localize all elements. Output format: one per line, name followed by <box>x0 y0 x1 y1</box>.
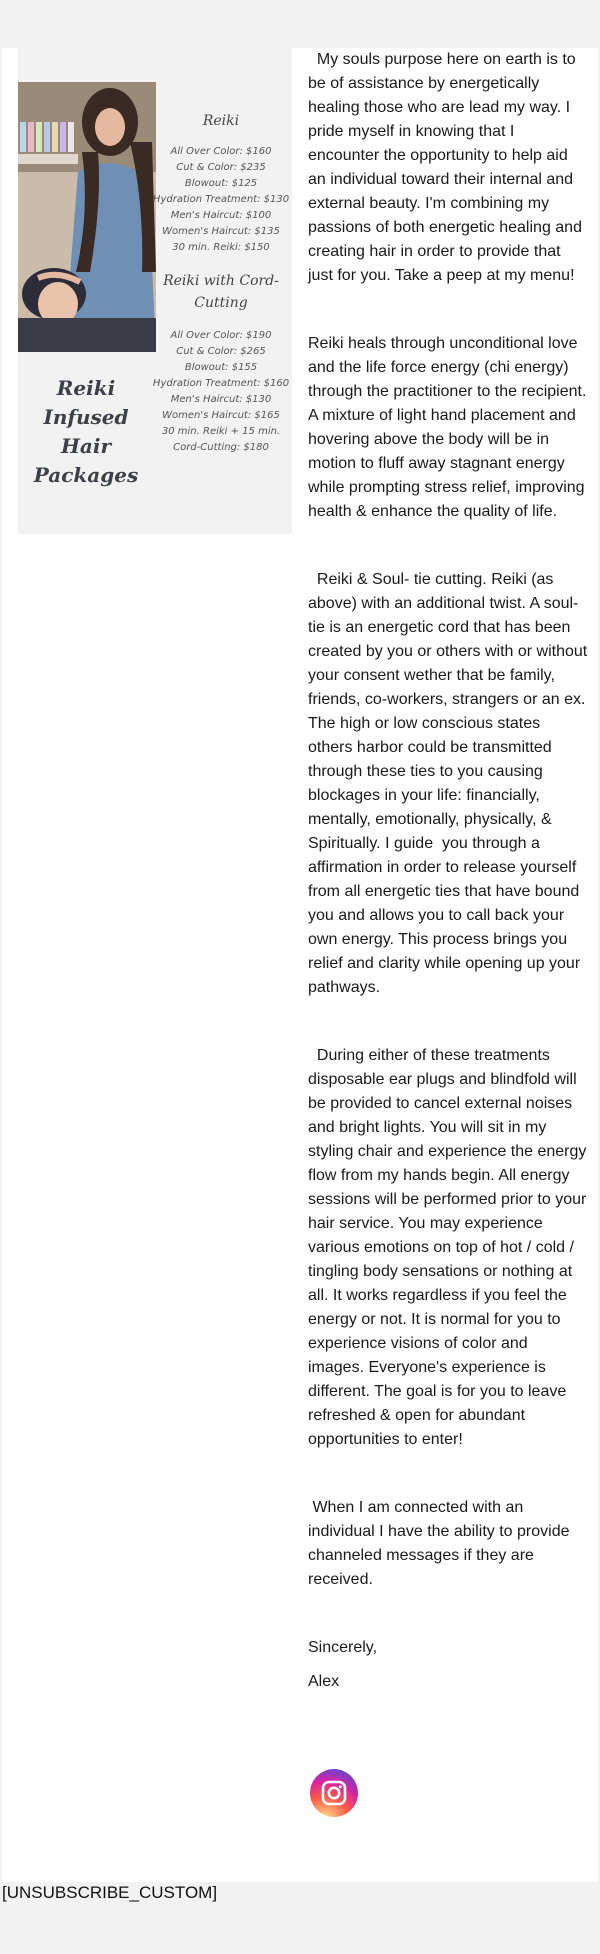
signoff: Sincerely, <box>308 1639 378 1656</box>
cord-cutting-price-item: Blowout: $155 <box>184 362 258 373</box>
cord-cutting-price-item: Hydration Treatment: $160 <box>152 378 290 389</box>
channeled-messages-paragraph: When I am connected with an individual I have the ability to provide channeled messages if they are received. <box>308 1499 574 1588</box>
cord-cutting-price-item: Men's Haircut: $130 <box>170 394 272 405</box>
intro-paragraph: My souls purpose here on earth is to be of assistance by energetically healing those who are lead my way. I pride myself in knowing that I encounter the opportunity to help aid an individual toward their internal and external beauty. I'm combining my passions of both energetic healing and creating hair in order to provide that just for you. Take a peep at my menu! <box>308 51 587 284</box>
cord-cutting-price-item: Women's Haircut: $165 <box>162 410 280 421</box>
instagram-icon[interactable] <box>310 1769 358 1817</box>
signature-name: Alex <box>308 1673 340 1690</box>
reiki-price-item: Men's Haircut: $100 <box>170 210 272 221</box>
cord-cutting-price-item: All Over Color: $190 <box>170 330 272 341</box>
reiki-price-item: All Over Color: $160 <box>170 146 272 157</box>
email-card <box>2 48 598 1882</box>
reiki-price-item: Cut & Color: $235 <box>176 162 266 173</box>
reiki-price-item: Women's Haircut: $135 <box>162 226 280 237</box>
unsubscribe-link[interactable]: [UNSUBSCRIBE_CUSTOM] <box>2 1883 218 1902</box>
reiki-cord-cutting-heading: Reiki with Cord-Cutting <box>163 273 279 311</box>
cord-cutting-price-item: Cut & Color: $265 <box>176 346 266 357</box>
reiki-paragraph: Reiki heals through unconditional love and the life force energy (chi energy) through the practitioner to the recipient. A mixture of light hand placement and hovering above the body will be in motion to fluff away stagnant energy while prompting stress relief, improving health & enhance the quality of life. <box>308 335 587 520</box>
price-list <box>148 48 294 456</box>
treatment-paragraph: During either of these treatments disposable ear plugs and blindfold will be provided to cancel external noises and bright lights. You will sit in my styling chair and experience the energy flow from my hands begin. All energy sessions will be performed prior to your hair service. You may experience various emotions on top of hot / cold / tingling body sensations or nothing at all. It works regardless if you feel the energy or not. It is normal for you to experience visions of color and images. Everyone's experience is different. The goal is for you to leave refreshed & open for abundant opportunities to enter! <box>308 1047 591 1448</box>
packages-title: Reiki Infused Hair Packages <box>33 376 139 487</box>
reiki-price-item: Hydration Treatment: $130 <box>152 194 290 205</box>
message-body <box>308 48 592 1694</box>
reiki-price-item: 30 min. Reiki: $150 <box>172 242 270 253</box>
reiki-heading: Reiki <box>202 113 240 129</box>
reiki-price-item: Blowout: $125 <box>184 178 258 189</box>
menu-panel <box>18 48 292 534</box>
soul-tie-paragraph: Reiki & Soul- tie cutting. Reiki (as above) with an additional twist. A soul-tie is an energetic cord that has been created by you or others with or without your consent wether that be family, friends, co-workers, strangers or an ex. The high or low conscious states others harbor could be transmitted through these ties to you causing blockages in your life: financially, mentally, emotionally, physically, & Spiritually. I guide you through a affirmation in order to release yourself from all energetic ties that have bound you and allows you to call back your own energy. This process brings you relief and clarity while opening up your pathways. <box>308 571 592 996</box>
stylist-photo <box>18 82 156 352</box>
cord-cutting-price-item: 30 min. Reiki + 15 min. Cord-Cutting: $180 <box>161 426 281 453</box>
